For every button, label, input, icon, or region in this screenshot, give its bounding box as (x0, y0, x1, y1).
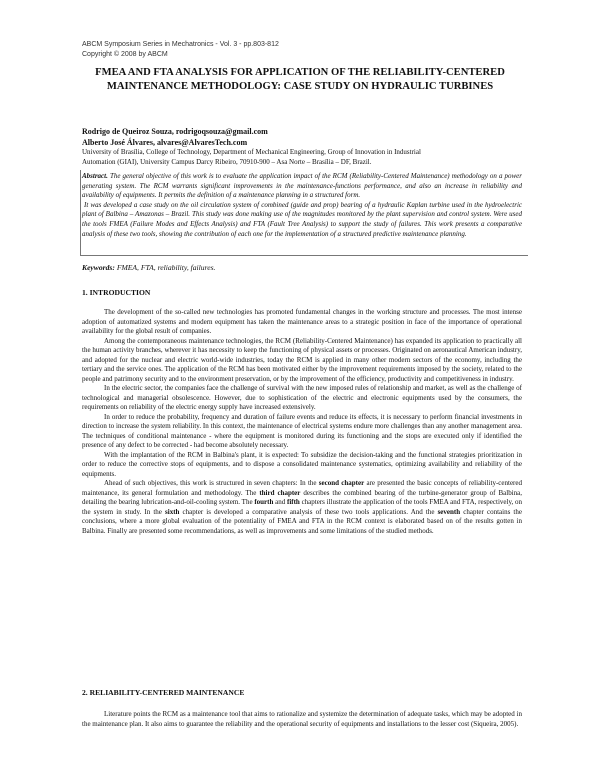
rcm-paragraph-1: Literature points the RCM as a maintenance tool that aims to rationalize and systemize the determination of adequate tasks, which may be adopted in the maintenance plan. It also aims to guarantee the reliability and the operational security of equipments and installations to the lesser cost (Siqueira, 2005). (82, 710, 522, 728)
keywords-label: Keywords: (82, 263, 115, 272)
abstract-text-1: The general objective of this work is to evaluate the application impact of the RCM (Reliability-Centered Maintenance) methodology on a power generating system. The RCM warrants significant improvements in the maintenance-functions performance, and also an increase in reliability and availability of equipments. It permits the definition of a maintenance planning in a structured form. (82, 172, 523, 200)
keywords-text: FMEA, FTA, reliability, failures. (116, 263, 216, 272)
intro-paragraph-1: The development of the so-called new technologies has promoted fundamental changes in the working structure and processes. The most intense adoption of automatized systems and modern equipment has taken the maintenance areas to a strategic position in face of the importance of operational availability for the global result of companies. (82, 308, 522, 335)
p6-bold-5: sixth (165, 507, 180, 516)
series-line: ABCM Symposium Series in Mechatronics - Vol. 3 - pp.803-812 (82, 41, 279, 48)
section-1-heading: 1. INTRODUCTION (82, 288, 151, 297)
author-block (82, 126, 522, 167)
affiliation-line-2: Automation (GIAI), University Campus Darcy Ribeiro, 70910-900 – Asa Norte – Brasília – DF, Brazil. (82, 157, 372, 166)
p6-bold-3: fourth (254, 498, 274, 506)
p6-text-c: are presented the basic concepts of reliability-centered maintenance, its general formulation and methodology. The (82, 479, 522, 497)
abstract-paragraph-2: It was developed a case study on the oil circulation system of combined (guide and prop) bearing of a hydraulic Kaplan turbine used in the hydroelectric plant of Balbina – Amazonas – Brazil. This study was done making use of the magnitudes monitored by the plant supervision and control system. Were used the tools FMEA (Failure Modes and Effects Analysis) and FTA (Fault Tree Analysis) to support the study of failures. This work presents a comparative analysis of these two tools, showing the contribution of each one for the implementation of a structured predictive maintenance planning. (82, 200, 522, 238)
intro-paragraph-5: With the implantation of the RCM in Balbina's plant, it is expected: To subsidize the decision-taking and the functional strategies prioritization in order to reduce the corrective stops of equipments, and to dispose a consolidated maintenance systematics, optimizing availability and reliability of the equipments. (82, 450, 522, 478)
intro-paragraph-6 (82, 479, 522, 536)
p6-bold-2: third chapter (259, 488, 301, 497)
affiliation-line-1: University of Brasília, College of Technology, Department of Mechanical Engineering, Group of Innovation in Industrial (82, 148, 421, 156)
author-1: Rodrigo de Queiroz Souza, rodrigoqsouza@gmail.com (82, 127, 268, 136)
section-1-body (82, 308, 522, 536)
p6-text-h: chapter contains the conclusions, where a more global evaluation of the potentiality of FMEA and FTA in the RCM context is elaborated based on of the results gotten in Balbina. Finally are presented some recommendations, as well as improvements and some limitations of the studied methods. (82, 507, 522, 535)
running-header (82, 40, 279, 60)
p6-text-e: and (273, 498, 287, 506)
p6-bold-4: fifth (286, 498, 300, 506)
p6-text-a: Ahead of such objectives, this work is structured in seven chapters: In the (104, 479, 319, 487)
keywords (82, 263, 522, 272)
p6-text-g: chapter is developed a comparative analysis of these two tools applications. And the (179, 507, 438, 516)
abstract-label: Abstract. (82, 172, 108, 180)
section-2-heading: 2. RELIABILITY-CENTERED MAINTENANCE (82, 688, 245, 697)
intro-paragraph-4: In order to reduce the probability, frequency and duration of failure events and reduce its effects, it is necessary to perform financial investments in direction to increase the system reliability. In this context, the maintenance of electrical systems endure more challenges than any another management area. The techniques of conditional maintenance - where the equipment is monitored during its functioning and the stops are executed only if identified the presence of any defect to be corrected - had become absolutely necessary. (82, 412, 522, 449)
p6-text-f: chapters illustrate the application of the tools FMEA and FTA, respectively, on the system in study. In the (82, 498, 522, 516)
section-2-body (82, 710, 522, 729)
p6-bold-1: second chapter (318, 479, 365, 487)
intro-paragraph-3: In the electric sector, the companies face the challenge of survival with the new imposed rules of relationship and market, as well as the challenge of technological and managerial obsolescence. However, due to sophistication of the electric and electronic equipments used by the consumers, the requirements on reliability of the electric energy supply have increased extensively. (82, 384, 522, 411)
p6-bold-6: seventh (437, 507, 461, 516)
abstract (82, 172, 522, 239)
paper-title: FMEA AND FTA ANALYSIS FOR APPLICATION OF THE RELIABILITY-CENTERED MAINTENANCE METHODOLOGY: CASE STUDY ON HYDRAULIC TURBINES (95, 67, 505, 92)
copyright-line: Copyright © 2008 by ABCM (82, 51, 168, 58)
intro-paragraph-2: Among the contemporaneous maintenance technologies, the RCM (Reliability-Centered Maintenance) has expanded its application to practically all the human activity branches, wherever it has necessity to keep the functioning of physical assets or processes. Originated on aeronautical American industry, and adopted for the nuclear and electric world-wide industries, today the RCM is applied in many other modern sectors of the economy, including the tertiary and the service ones. The application of the RCM has been motivated either by the improvement requirements imposed by the society, related to the people and patrimony security and to the environment preservation, or by the improvement of the efficiency, productivity and competitiveness in industry. (82, 336, 522, 383)
abstract-paragraph-1 (82, 172, 522, 201)
author-2: Alberto José Álvares, alvares@AlvaresTech.com (82, 138, 248, 147)
p6-text-d: describes the combined bearing of the turbine-generator group of Balbina, detailing the bearing lubrication-and-oil-cooling system. The (82, 488, 523, 506)
